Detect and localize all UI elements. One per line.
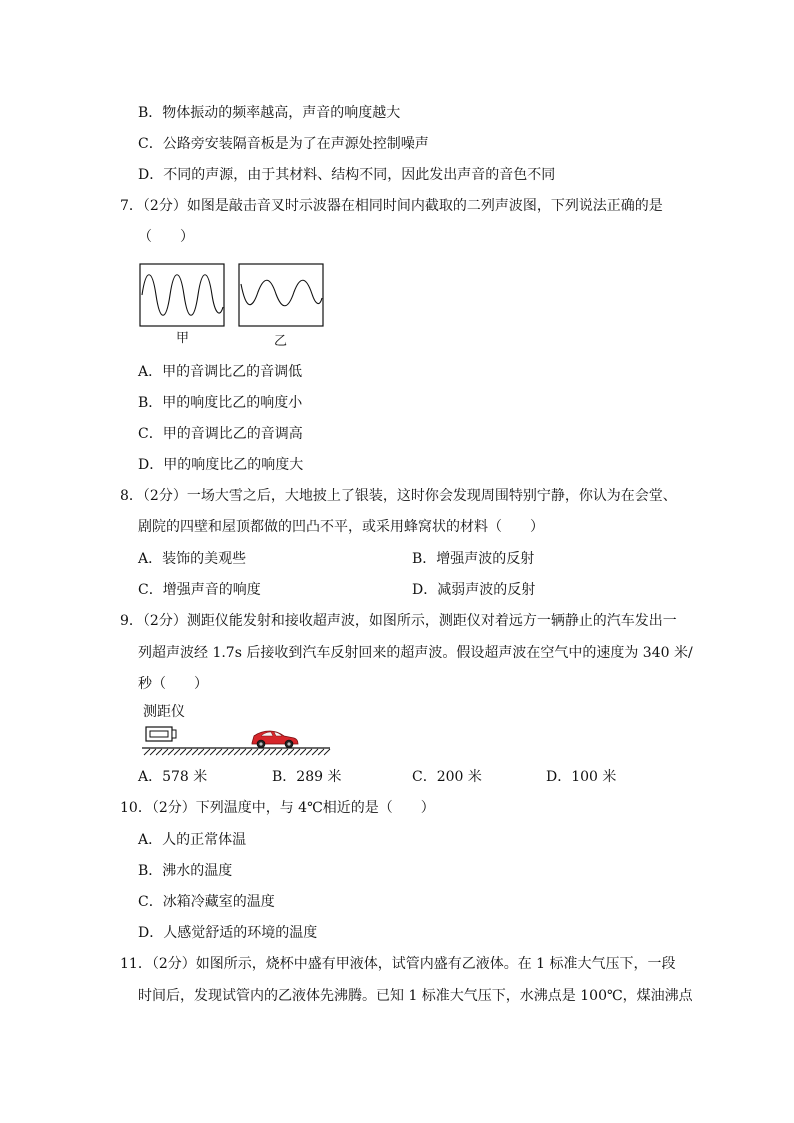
label-yi: 乙 [274,334,288,349]
q8-option-d: D．减弱声波的反射 [412,582,536,598]
wave-box-yi [239,264,323,326]
q9-stem-line1: 9．（2分）测距仪能发射和接收超声波，如图所示，测距仪对着远方一辆静止的汽车发出一 [120,613,677,629]
q7-waveform-figure [138,262,328,332]
q9-option-d: D．100 米 [546,769,617,785]
q10-option-d: D．人感觉舒适的环境的温度 [138,925,318,941]
q11-stem-line1: 11．（2分）如图所示，烧杯中盛有甲液体，试管内盛有乙液体。在 1 标准大气压下，一段 [120,956,676,972]
q7-stem-line1: 7．（2分）如图是敲击音叉时示波器在相同时间内截取的二列声波图，下列说法正确的是 [120,198,663,214]
rangefinder-icon [146,727,176,741]
q6-option-c: C．公路旁安装隔音板是为了在声源处控制噪声 [138,136,429,152]
q9-rangefinder-figure [140,722,332,756]
q10-option-c: C．冰箱冷藏室的温度 [138,894,275,910]
ground-hatching [144,749,330,755]
q9-stem-line3: 秒（ ） [138,676,208,692]
q6-option-d: D．不同的声源，由于其材料、结构不同，因此发出声音的音色不同 [138,167,556,183]
q9-option-b: B．289 米 [272,769,342,785]
q6-option-b: B．物体振动的频率越高，声音的响度越大 [138,105,401,121]
q7-option-a: A．甲的音调比乙的音调低 [138,364,303,380]
car-icon [252,731,298,748]
q10-option-b: B．沸水的温度 [138,863,233,879]
q9-option-c: C．200 米 [412,769,482,785]
q9-option-a: A．578 米 [138,769,208,785]
q8-stem-line2: 剧院的四壁和屋顶都做的凹凸不平，或采用蜂窝状的材料（ ） [138,519,544,535]
q7-option-c: C．甲的音调比乙的音调高 [138,426,303,442]
device-label: 测距仪 [143,704,185,720]
q10-option-a: A．人的正常体温 [138,832,247,848]
wave-box-jia [140,264,224,326]
q10-stem: 10．（2分）下列温度中，与 4℃相近的是（ ） [120,800,435,816]
q7-option-d: D．甲的响度比乙的响度大 [138,457,304,473]
q9-stem-line2: 列超声波经 1.7s 后接收到汽车反射回来的超声波。假设超声波在空气中的速度为 340 米/ [138,645,693,661]
q8-stem-line1: 8．（2分）一场大雪之后，大地披上了银装，这时你会发现周围特别宁静，你认为在会堂、 [120,488,677,504]
q8-option-c: C．增强声音的响度 [138,582,261,598]
q8-option-a: A．装饰的美观些 [138,551,247,567]
q11-stem-line2: 时间后，发现试管内的乙液体先沸腾。已知 1 标准大气压下，水沸点是 100℃，煤油沸点 [138,988,693,1004]
q7-stem-line2: （ ） [138,229,194,245]
q7-option-b: B．甲的响度比乙的响度小 [138,395,303,411]
label-jia: 甲 [176,331,190,346]
q8-option-b: B．增强声波的反射 [412,551,535,567]
